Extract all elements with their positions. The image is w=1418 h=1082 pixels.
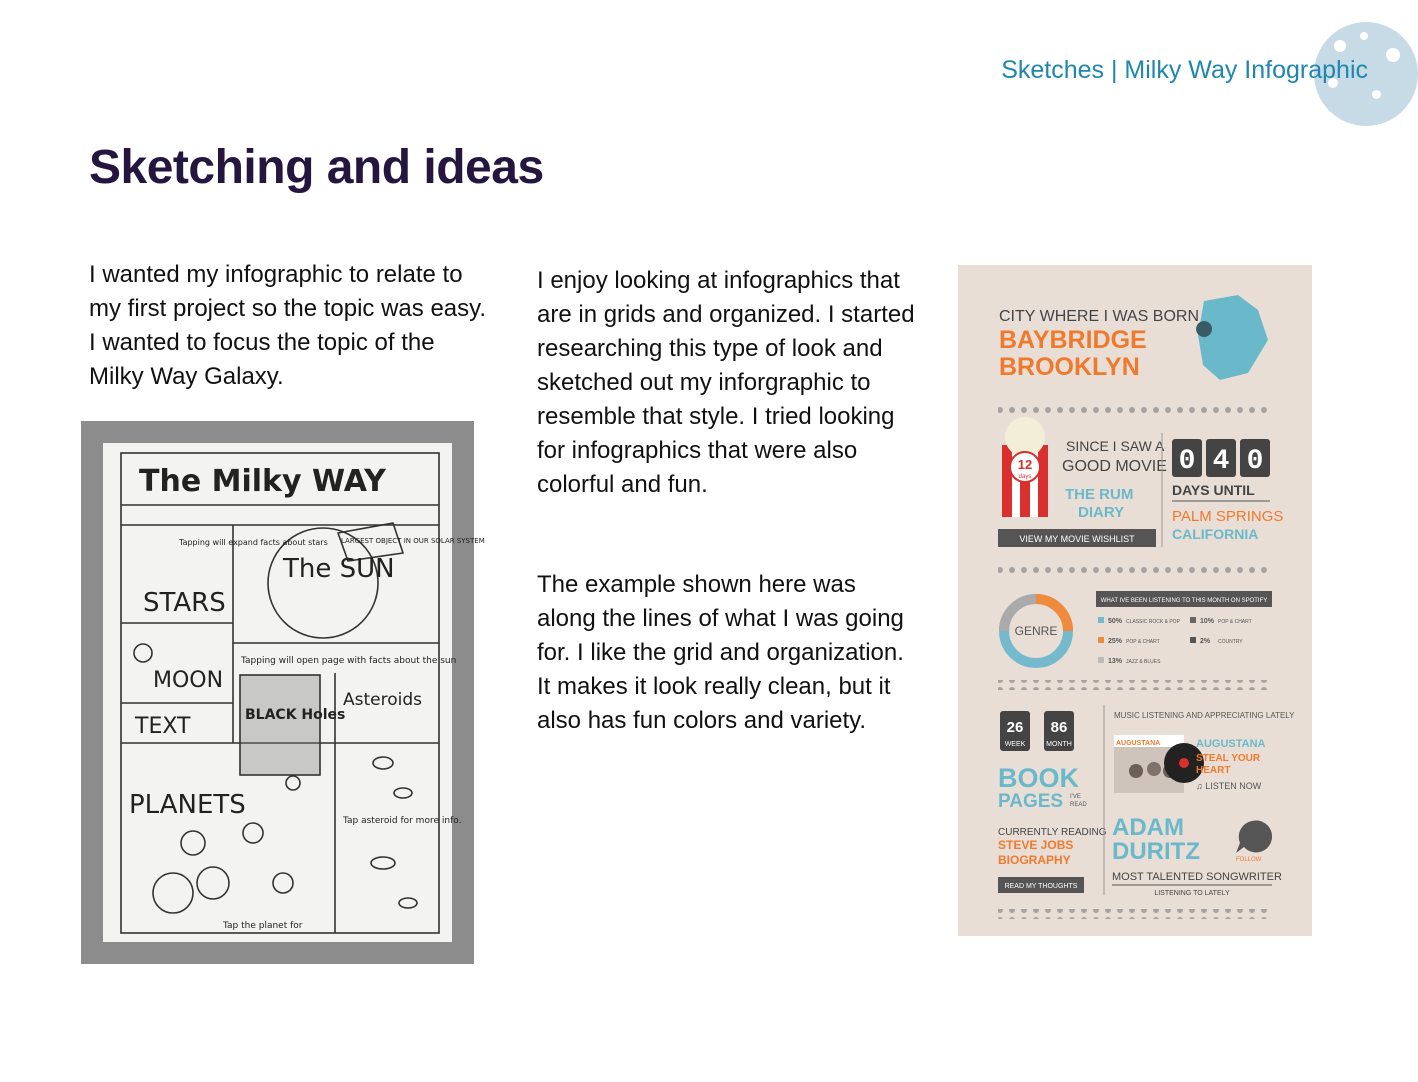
genre-3-pct: 25% [1108, 638, 1123, 645]
genre-1-name: CLASSIC ROCK & POP [1126, 619, 1180, 625]
genre-4-name: COUNTRY [1218, 639, 1243, 645]
genre-2-name: POP & CHART [1218, 619, 1252, 625]
sketch-stars-note: Tapping will expand facts about stars [179, 538, 328, 547]
genre-5-name: JAZZ & BLUES [1126, 659, 1161, 665]
movie-days-unit: days [1018, 474, 1032, 480]
intro-paragraph: I wanted my infographic to relate to my first project so the topic was easy. I wanted to focus the topic of the Milky Way Galaxy. [89, 261, 487, 390]
genre-5-pct: 13% [1108, 658, 1123, 665]
book-line-2: PAGES [998, 791, 1064, 812]
sketch-asteroid-note: Tap asteroid for more info. [343, 816, 462, 826]
track-2: STEAL YOUR [1196, 753, 1261, 764]
sketch-sun-note: LARGEST OBJECT IN OUR SOLAR SYSTEM [341, 537, 485, 545]
track-1: AUGUSTANA [1196, 738, 1266, 750]
album-band: AUGUSTANA [1116, 740, 1161, 747]
movie-title-1: THE RUM [1065, 486, 1134, 503]
sketch-photo [81, 421, 485, 964]
speech-bubble-icon[interactable] [1236, 820, 1272, 853]
wishlist-button-label: VIEW MY MOVIE WISHLIST [1019, 534, 1135, 544]
countdown-digit-1: 0 [1178, 446, 1196, 477]
week-num: 26 [1006, 719, 1024, 736]
reading-label: CURRENTLY READING [998, 827, 1107, 838]
songwriter: MOST TALENTED SONGWRITER [1112, 871, 1282, 883]
artist-2: DURITZ [1112, 838, 1200, 865]
thoughts-button-label: READ MY THOUGHTS [1004, 883, 1078, 890]
ive-read-2: READ [1070, 802, 1087, 808]
sketch-asteroids: Asteroids [343, 690, 422, 710]
genre-2-pct: 10% [1200, 618, 1215, 625]
reading-1: STEVE JOBS [998, 838, 1074, 852]
since-label-1: SINCE I SAW A [1066, 438, 1165, 454]
born-place-1: BAYBRIDGE [999, 326, 1147, 354]
sketch-black-holes: BLACK Holes [245, 707, 346, 723]
sketch-tap-note: Tapping will open page with facts about the sun [241, 656, 457, 666]
month-num: 86 [1050, 719, 1068, 736]
listen-now[interactable]: ♫ LISTEN NOW [1196, 781, 1262, 791]
born-place-2: BROOKLYN [999, 353, 1140, 381]
sketch-sun: The SUN [283, 554, 395, 584]
example-infographic [958, 265, 1312, 936]
map-icon [1198, 295, 1268, 380]
countdown-digit-2: 4 [1212, 446, 1230, 477]
sketch-stars: STARS [143, 588, 226, 618]
music-heading: MUSIC LISTENING AND APPRECIATING LATELY [1114, 711, 1295, 720]
page-title: Sketching and ideas [89, 141, 544, 194]
month-label: MONTH [1046, 741, 1072, 748]
destination-1: PALM SPRINGS [1172, 508, 1284, 525]
movie-title-2: DIARY [1078, 504, 1125, 521]
example-paragraph: The example shown here was along the lines of what I was going for. I like the grid and organization. It makes it look really clean, but it also has fun colors and variety. [537, 571, 904, 734]
sketch-title: The Milky WAY [139, 464, 386, 499]
sketch-planet-note: Tap the planet for [223, 921, 303, 931]
sketch-moon: MOON [153, 668, 224, 693]
listening-lately: LISTENING TO LATELY [1154, 890, 1230, 897]
ive-read-1: I'VE [1070, 794, 1081, 800]
countdown-digit-3: 0 [1246, 446, 1264, 477]
breadcrumb: Sketches | Milky Way Infographic [1001, 56, 1368, 84]
genre-label: GENRE [1014, 624, 1058, 638]
week-label: WEEK [1004, 741, 1026, 748]
sketch-planets: PLANETS [129, 790, 246, 820]
book-line-1: BOOK [998, 763, 1079, 793]
genre-1-pct: 50% [1108, 618, 1123, 625]
spotify-heading: WHAT IVE BEEN LISTENING TO THIS MONTH ON SPOTIFY [1100, 598, 1268, 604]
since-label-2: GOOD MOVIE [1062, 458, 1167, 475]
movie-days: 12 [1017, 457, 1033, 472]
sketch-text: TEXT [135, 714, 191, 739]
artist-1: ADAM [1112, 814, 1184, 841]
destination-2: CALIFORNIA [1172, 526, 1259, 542]
research-paragraph: I enjoy looking at infographics that are in grids and organized. I started researching this type of look and sketched out my inforgraphic to resemble that style. I tried looking for infographics that were also colorful and fun. [537, 267, 915, 498]
born-label: CITY WHERE I WAS BORN [999, 308, 1200, 325]
reading-2: BIOGRAPHY [998, 853, 1071, 867]
days-until: DAYS UNTIL [1172, 482, 1255, 498]
follow-link[interactable]: FOLLOW [1236, 857, 1262, 863]
genre-4-pct: 2% [1200, 638, 1211, 645]
track-3: HEART [1196, 765, 1231, 776]
genre-3-name: POP & CHART [1126, 639, 1160, 645]
